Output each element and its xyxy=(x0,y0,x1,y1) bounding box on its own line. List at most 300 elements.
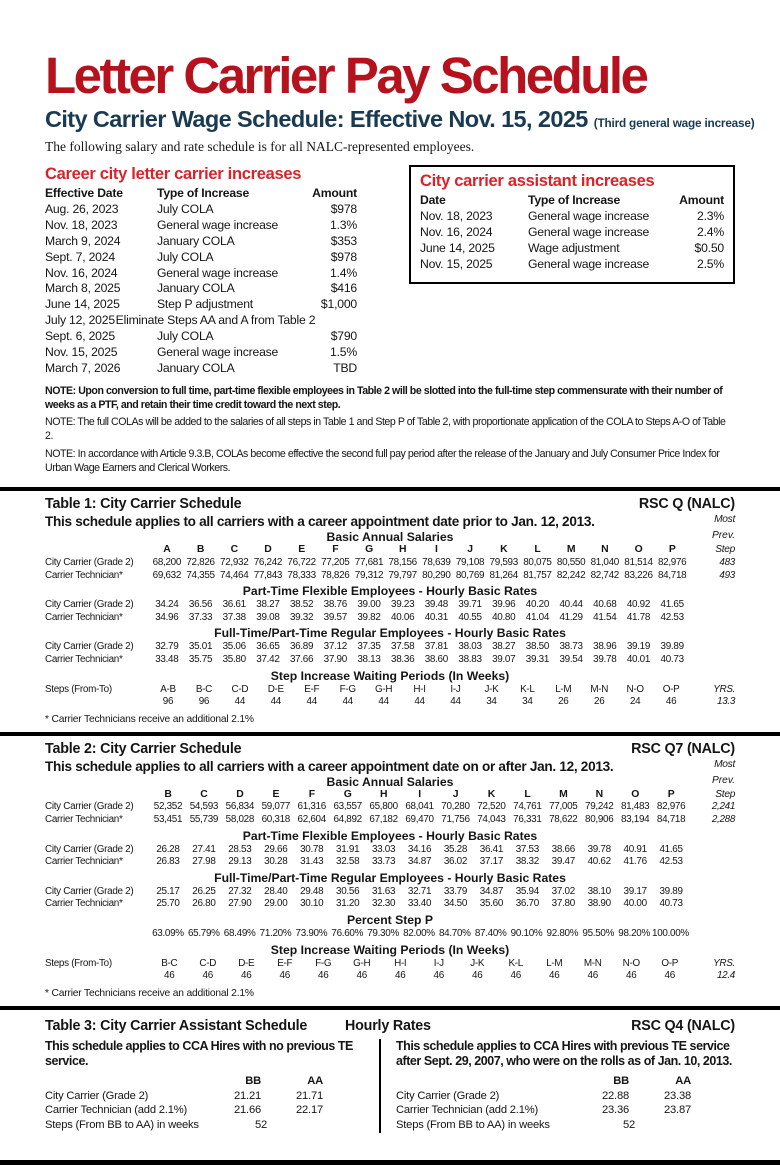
table-cell: 22.17 xyxy=(296,1104,323,1117)
table-cell: 33.73 xyxy=(371,856,396,868)
table-cell: O-P xyxy=(662,683,680,695)
table-row xyxy=(45,898,735,911)
table-cell: 65,800 xyxy=(369,801,398,813)
row-label: Carrier Technician* xyxy=(45,611,123,623)
cell-date: Nov. 15, 2025 xyxy=(45,345,118,360)
row-label: Carrier Technician (add 2.1%) xyxy=(396,1104,538,1117)
table-cell: 25.70 xyxy=(156,898,180,910)
table-cell: 71.20% xyxy=(259,927,292,939)
row-label: Steps (From-To) xyxy=(45,683,112,695)
column-header: J xyxy=(467,544,473,556)
table-cell: 39.19 xyxy=(626,641,651,653)
spacer xyxy=(396,1074,567,1089)
cell-type: January COLA xyxy=(157,233,235,248)
table-cell-last: YRS. xyxy=(713,957,735,969)
cell-type: General wage increase xyxy=(157,345,279,360)
row-label: City Carrier (Grade 2) xyxy=(45,557,134,569)
table-cell: E-F xyxy=(277,957,293,969)
cell-date: Nov. 16, 2024 xyxy=(420,224,493,239)
column-header: Date xyxy=(420,193,446,208)
table-cell: 46 xyxy=(626,970,637,982)
table-cell: 33.03 xyxy=(371,843,396,855)
column-header: N xyxy=(601,544,609,556)
table-cell: M-N xyxy=(583,957,602,969)
cell-type: January COLA xyxy=(157,360,235,375)
table-cell: 29.66 xyxy=(264,843,288,855)
table-cell: 39.78 xyxy=(587,843,611,855)
table-cell: 55,739 xyxy=(189,814,219,826)
table-cell-last: 483 xyxy=(719,557,735,569)
table-cell: 82,976 xyxy=(657,557,687,569)
table-cell-last: 12.4 xyxy=(716,970,735,982)
row-label xyxy=(45,696,150,709)
row-label: Carrier Technician* xyxy=(45,856,123,868)
table1-section xyxy=(0,491,780,731)
table-row xyxy=(396,1118,735,1133)
table-cell: 38.73 xyxy=(559,641,583,653)
table-cell: 81,483 xyxy=(620,801,650,813)
table-cell: 80,769 xyxy=(455,569,485,581)
table-cell: 92.80% xyxy=(546,927,579,939)
section-caption: Percent Step P xyxy=(346,912,434,927)
table-cell: D-E xyxy=(238,957,255,969)
table-cell: 81,264 xyxy=(489,569,518,581)
column-header: N xyxy=(595,788,603,800)
table2-footnote: * Carrier Technicians receive an additional 2.1% xyxy=(45,987,254,999)
section-caption: Full-Time/Part-Time Regular Employees - Hourly Basic Rates xyxy=(214,626,566,641)
column-header: B xyxy=(196,544,205,556)
table-row xyxy=(45,641,735,654)
column-header: G xyxy=(343,788,352,800)
table-cell: 87.40% xyxy=(474,927,507,939)
cell-amount: $416 xyxy=(330,281,357,296)
table-cell: 39.47 xyxy=(551,856,575,868)
table-row xyxy=(45,361,357,377)
table3-rsc-label: RSC Q4 (NALC) xyxy=(631,1017,735,1034)
note-text: NOTE: The full COLAs will be added to the salaries of all steps in Table 1 and Step P of Table 2, with proportionate application of the COLA to Steps A-O of Table 2. xyxy=(45,416,726,443)
page-title: Letter Carrier Pay Schedule xyxy=(45,47,647,104)
table-cell: 23.87 xyxy=(664,1104,691,1117)
column-header: E xyxy=(272,788,280,800)
table-cell: 24 xyxy=(629,696,641,708)
table-cell: 63.09% xyxy=(152,927,184,939)
table-row xyxy=(45,1089,367,1104)
table-cell: C-D xyxy=(231,683,249,695)
spacer xyxy=(45,544,150,557)
row-label: Steps (From BB to AA) in weeks xyxy=(45,1119,199,1132)
table-row xyxy=(420,241,724,257)
table1-body xyxy=(45,544,735,708)
table-cell: 52,352 xyxy=(153,801,183,813)
column-header: E xyxy=(298,544,305,556)
row-label: City Carrier (Grade 2) xyxy=(45,885,134,897)
table-cell-last: 13.3 xyxy=(717,696,736,708)
table-cell: I-J xyxy=(433,957,444,969)
table-cell: 29.13 xyxy=(228,856,252,868)
note-text: NOTE: In accordance with Article 9.3.B, COLAs become effective the second full pay period after the release of the January and July Consumer Price Index for Urban Wage Earners and Clerical Workers. xyxy=(45,447,720,474)
table-row xyxy=(45,313,357,329)
table-cell: 36.56 xyxy=(188,599,213,611)
column-header: L xyxy=(534,544,541,556)
table-cell: 82,742 xyxy=(590,569,619,581)
table1-rsc-label: RSC Q (NALC) xyxy=(638,496,735,513)
cell-date: March 8, 2025 xyxy=(45,281,121,296)
table-cell: 40.92 xyxy=(626,599,651,611)
cell-date: Nov. 18, 2023 xyxy=(420,208,493,223)
table-row xyxy=(420,209,724,225)
table-cell: 26.25 xyxy=(192,885,216,897)
table-row xyxy=(45,856,735,869)
table-cell: 38.27 xyxy=(492,641,516,653)
column-header-step: Step xyxy=(715,788,736,800)
column-header: M xyxy=(559,788,568,800)
column-header: H xyxy=(399,544,407,556)
row-label xyxy=(45,928,150,941)
table-cell: 32.58 xyxy=(336,856,360,868)
table-cell: 22.88 xyxy=(602,1089,629,1102)
table-cell: 36.02 xyxy=(443,856,468,868)
table-cell: 82.00% xyxy=(403,927,435,939)
table-cell: G-H xyxy=(353,957,371,969)
table-cell: 21.21 xyxy=(234,1089,261,1102)
table-row xyxy=(45,266,357,282)
spacer xyxy=(323,1089,367,1104)
cell-type: General wage increase xyxy=(157,217,279,232)
table-cell: 79,312 xyxy=(354,569,384,581)
table-cell-last xyxy=(689,844,735,857)
table-cell: 34.50 xyxy=(443,898,468,910)
column-header: O xyxy=(634,544,643,556)
table-cell: 40.73 xyxy=(660,654,684,666)
table-cell: 27.32 xyxy=(228,885,252,897)
table2-section xyxy=(0,736,780,1006)
table-cell: 74,464 xyxy=(220,569,249,581)
column-header: P xyxy=(667,788,675,800)
table2-rsc-label: RSC Q7 (NALC) xyxy=(631,740,735,757)
section-caption: Part-Time Flexible Employees - Hourly Basic Rates xyxy=(242,828,538,843)
cell-date: Nov. 18, 2023 xyxy=(45,217,118,232)
cell-amount: 2.3% xyxy=(697,208,724,223)
table-row xyxy=(45,696,735,709)
table-cell: 54,593 xyxy=(189,801,219,813)
table-cell: 40.80 xyxy=(492,611,516,623)
cell-type: Eliminate Steps AA and A from Table 2 xyxy=(115,313,316,328)
section-caption: Step Increase Waiting Periods (In Weeks) xyxy=(270,942,510,957)
table-row xyxy=(45,684,735,697)
table-cell: 67,182 xyxy=(369,814,398,826)
table-cell: 39.48 xyxy=(424,599,448,611)
table-cell: B-C xyxy=(195,683,212,695)
table-cell: 26 xyxy=(594,696,605,708)
table-cell: 34.87 xyxy=(479,885,504,897)
table-cell: 46 xyxy=(549,970,560,982)
table-row xyxy=(45,801,735,814)
subtitle-text: City Carrier Wage Schedule: Effective Nov. 15, 2025 xyxy=(45,106,588,133)
table-cell: 77,205 xyxy=(321,557,350,569)
table-cell: K-L xyxy=(520,683,535,695)
cell-amount: 1.5% xyxy=(330,345,357,360)
table-cell: 46 xyxy=(318,970,329,982)
cell-date: Nov. 16, 2024 xyxy=(45,265,118,280)
table-cell: 78,826 xyxy=(321,569,350,581)
table-cell: F-G xyxy=(315,957,332,969)
cell-amount: 2.4% xyxy=(697,224,724,239)
spacer xyxy=(323,1103,367,1118)
table-cell: 31.20 xyxy=(336,898,360,910)
column-header: C xyxy=(230,544,238,556)
career-increases-table xyxy=(45,165,357,377)
table-row xyxy=(45,970,735,983)
table-cell: 83,194 xyxy=(620,814,650,826)
table-cell: 38.52 xyxy=(289,599,314,611)
table-cell: 79,108 xyxy=(455,557,485,569)
cell-amount: 1.4% xyxy=(330,265,357,280)
table-cell: 34.16 xyxy=(407,843,432,855)
table3-left-applies: This schedule applies to CCA Hires with no previous TE service. xyxy=(45,1038,353,1069)
table-cell: 72,520 xyxy=(477,801,506,813)
table-cell: 82,242 xyxy=(556,569,586,581)
table-cell: 37.80 xyxy=(551,898,575,910)
column-header: F xyxy=(332,544,339,556)
table-cell: 39.57 xyxy=(323,611,347,623)
table-cell: 39.17 xyxy=(623,885,647,897)
table-cell: 61,316 xyxy=(297,801,326,813)
table-cell: 40.73 xyxy=(659,898,683,910)
table-cell: 26.80 xyxy=(192,898,216,910)
table-cell: 41.78 xyxy=(626,611,651,623)
table-cell: G-H xyxy=(374,683,393,695)
table-cell: E-F xyxy=(304,683,320,695)
cell-date: Sept. 7, 2024 xyxy=(45,249,115,264)
table-cell: 52 xyxy=(622,1119,636,1132)
table-cell: 84,718 xyxy=(656,814,686,826)
table-cell: 46 xyxy=(587,970,598,982)
table-row xyxy=(45,234,357,250)
table3-left-panel xyxy=(45,1039,379,1133)
table-cell: 38.32 xyxy=(515,856,539,868)
table2-applies-row xyxy=(45,759,735,774)
table-cell: 40.91 xyxy=(623,843,647,855)
column-header: I xyxy=(418,788,421,800)
table-cell-last xyxy=(689,612,735,625)
table-cell: 46 xyxy=(241,970,252,982)
table-cell: 76.60% xyxy=(331,927,364,939)
table-cell: 41.29 xyxy=(559,611,583,623)
table-cell: J-K xyxy=(484,683,499,695)
cell-date: June 14, 2025 xyxy=(420,240,495,255)
table-cell: 37.53 xyxy=(515,843,539,855)
table3-title: Table 3: City Carrier Assistant Schedule xyxy=(45,1017,308,1034)
table-cell: 98.20% xyxy=(618,927,650,939)
cell-type: General wage increase xyxy=(528,224,650,239)
column-header: G xyxy=(365,544,373,556)
table-row xyxy=(45,612,735,625)
table-cell: 37.81 xyxy=(424,641,448,653)
table-cell: 41.76 xyxy=(623,856,647,868)
table3-right-applies: This schedule applies to CCA Hires with previous TE service after Sept. 29, 2007, who were on the rolls as of Jan. 10, 2013. xyxy=(396,1038,732,1069)
table-cell: 74,355 xyxy=(186,569,215,581)
table-cell: 30.28 xyxy=(264,856,288,868)
table-cell: 46 xyxy=(433,970,444,982)
table-row xyxy=(45,654,735,667)
cell-amount: $978 xyxy=(330,249,357,264)
spacer xyxy=(323,1118,367,1133)
table-cell: 38.27 xyxy=(256,599,280,611)
cell-amount: 2.5% xyxy=(697,256,724,271)
column-header: D xyxy=(236,788,244,800)
table-cell: 44 xyxy=(342,696,353,708)
table-row xyxy=(396,1103,735,1118)
table-cell: 76,242 xyxy=(253,557,283,569)
table-cell: D-E xyxy=(267,683,284,695)
table-row xyxy=(45,202,357,218)
table-cell: 52 xyxy=(254,1119,268,1132)
table-cell: 33.40 xyxy=(407,898,432,910)
table-cell: 79,797 xyxy=(388,569,417,581)
table-cell: H-I xyxy=(394,957,407,969)
table-cell: 53,451 xyxy=(153,814,183,826)
table-cell: 40.55 xyxy=(458,611,482,623)
table-cell: 41.65 xyxy=(659,843,683,855)
cell-date: June 14, 2025 xyxy=(45,297,120,312)
table-cell: 23.38 xyxy=(664,1089,691,1102)
table-cell: 39.32 xyxy=(289,611,314,623)
table-cell-last: YRS. xyxy=(713,683,736,695)
table-cell: 38.36 xyxy=(391,654,415,666)
row-label: Carrier Technician* xyxy=(45,569,123,581)
section-caption: Basic Annual Salaries xyxy=(326,774,454,789)
cell-amount: $1,000 xyxy=(320,297,357,312)
table-cell: 40.20 xyxy=(525,599,550,611)
table-cell: L-M xyxy=(546,957,563,969)
table-cell: 26.83 xyxy=(156,856,180,868)
row-label: Carrier Technician (add 2.1%) xyxy=(45,1104,187,1117)
table-cell: N-O xyxy=(622,957,640,969)
table-cell: 38.66 xyxy=(551,843,575,855)
table-cell: 60,318 xyxy=(261,814,290,826)
table-cell: 40.62 xyxy=(587,856,611,868)
table-cell: 44 xyxy=(378,696,389,708)
table-cell: 74,043 xyxy=(477,814,506,826)
table-cell: 46 xyxy=(665,696,677,708)
table-cell: 38.76 xyxy=(323,599,347,611)
table-cell: H-I xyxy=(413,683,426,695)
table-cell: 39.31 xyxy=(525,654,550,666)
table1-title: Table 1: City Carrier Schedule xyxy=(45,496,242,513)
table-cell: 84.70% xyxy=(438,927,471,939)
table-cell: 46 xyxy=(356,970,367,982)
table-cell: 42.53 xyxy=(660,611,684,623)
table-cell: 21.71 xyxy=(296,1089,323,1102)
table3-hourly-rates-label: Hourly Rates xyxy=(345,1017,431,1034)
table1-footnote: * Carrier Technicians receive an additional 2.1% xyxy=(45,713,254,725)
table-cell: 34 xyxy=(522,696,533,708)
table-cell: 26.28 xyxy=(156,843,180,855)
cell-date: March 9, 2024 xyxy=(45,233,121,248)
table-cell: 36.89 xyxy=(289,641,314,653)
most-prev-step-label: Most xyxy=(714,514,735,526)
table-cell: 46 xyxy=(164,970,175,982)
table-cell: I-J xyxy=(450,683,461,695)
table-cell: A-B xyxy=(160,683,176,695)
table1-header xyxy=(45,496,735,512)
table-cell: 70,280 xyxy=(441,801,470,813)
table-cell: 80,290 xyxy=(422,569,451,581)
cell-type: July COLA xyxy=(157,249,214,264)
table-cell: 37.02 xyxy=(551,885,575,897)
table-cell: 27.98 xyxy=(192,856,216,868)
table-cell: 40.31 xyxy=(424,611,448,623)
table-cell: 30.10 xyxy=(300,898,324,910)
row-label: City Carrier (Grade 2) xyxy=(45,1089,149,1102)
table-cell: 40.01 xyxy=(626,654,651,666)
table2-header xyxy=(45,741,735,757)
table-cell: 72,826 xyxy=(186,557,215,569)
table-row xyxy=(420,225,724,241)
column-header: H xyxy=(379,788,388,800)
column-header: L xyxy=(524,788,531,800)
table-cell: 73.90% xyxy=(295,927,328,939)
row-label: City Carrier (Grade 2) xyxy=(45,599,134,611)
column-header: B xyxy=(164,788,172,800)
table-cell: 79,242 xyxy=(585,801,614,813)
table-cell: 34 xyxy=(486,696,497,708)
table-cell: 32.30 xyxy=(371,898,396,910)
table-cell: 40.68 xyxy=(593,599,617,611)
cell-type: July COLA xyxy=(157,201,214,216)
column-header: AA xyxy=(307,1075,323,1088)
table1-applies: This schedule applies to all carriers with a career appointment date prior to Jan. 12, 2013. xyxy=(45,514,595,530)
cell-date: March 7, 2026 xyxy=(45,360,121,375)
table-row xyxy=(45,1103,367,1118)
table-cell: 35.28 xyxy=(443,843,468,855)
table-cell: 27.90 xyxy=(228,898,252,910)
table-cell-last: 493 xyxy=(719,569,735,581)
table-cell: 39.54 xyxy=(559,654,583,666)
column-header: J xyxy=(452,788,459,800)
table-cell: 46 xyxy=(472,970,483,982)
cell-date: July 12, 2025 xyxy=(45,313,115,328)
table-cell: 59,077 xyxy=(261,801,290,813)
table-cell: 79.30% xyxy=(367,927,399,939)
table-cell-last xyxy=(689,654,735,667)
table-cell: 30.56 xyxy=(336,885,360,897)
table-cell: 44 xyxy=(234,696,246,708)
increases-section xyxy=(45,165,735,377)
table-row xyxy=(45,557,735,570)
column-header: BB xyxy=(613,1075,629,1088)
career-increases-header-row xyxy=(45,186,357,202)
table-cell: 36.70 xyxy=(515,898,539,910)
table-cell: 35.75 xyxy=(188,654,213,666)
row-label: Carrier Technician* xyxy=(45,814,123,826)
column-header-step: Step xyxy=(715,544,735,556)
table-cell: 90.10% xyxy=(510,927,543,939)
spacer xyxy=(691,1118,735,1133)
table-cell: 77,843 xyxy=(253,569,283,581)
table-cell: 37.17 xyxy=(479,856,504,868)
cell-amount: TBD xyxy=(333,360,357,375)
table-cell: 80,550 xyxy=(556,557,586,569)
most-prev-step-label: Most xyxy=(714,758,735,770)
table-cell: 96 xyxy=(162,696,174,708)
table-cell: 36.61 xyxy=(222,599,246,611)
column-header: Effective Date xyxy=(45,186,123,201)
table-cell: 39.71 xyxy=(458,599,482,611)
column-header: O xyxy=(631,788,640,800)
column-header: F xyxy=(308,788,315,800)
table-cell: 35.60 xyxy=(479,898,504,910)
